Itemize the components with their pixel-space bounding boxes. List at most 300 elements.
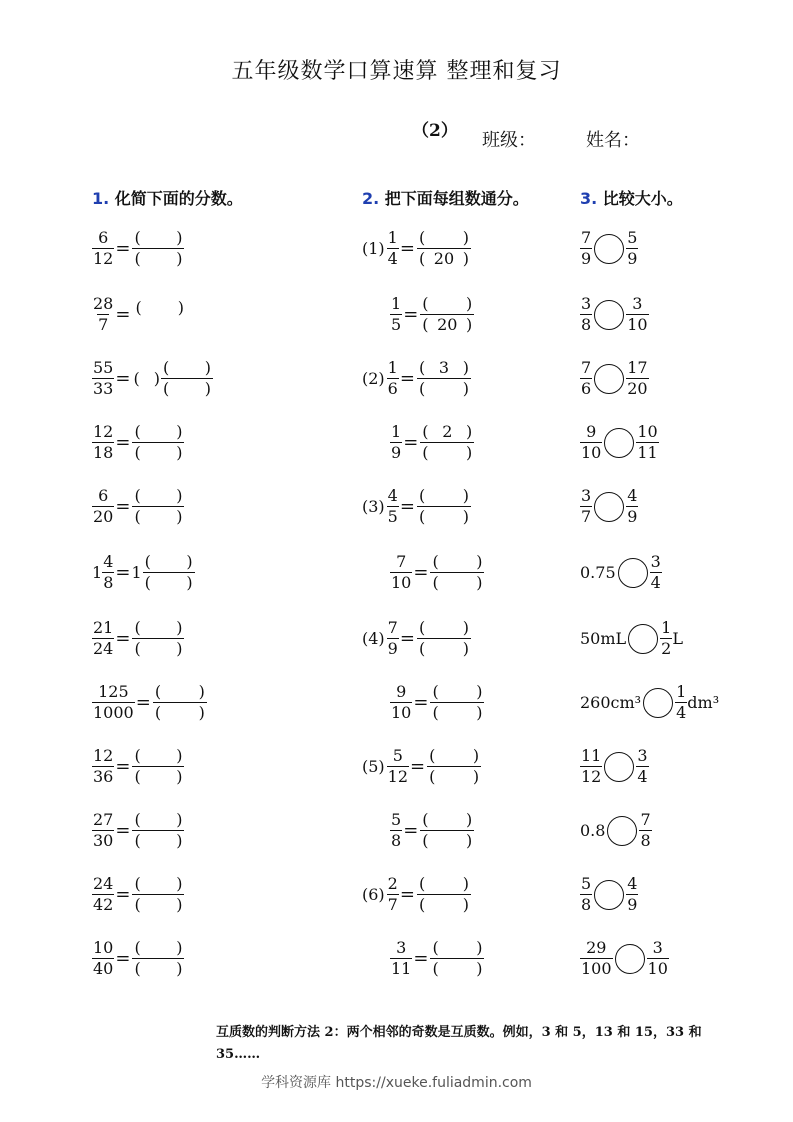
footnote-line-2: 35……	[216, 1047, 261, 1062]
answer-denominator[interactable]	[417, 506, 471, 525]
answer-numerator[interactable]	[132, 620, 184, 638]
given-fraction	[92, 360, 114, 397]
answer-denominator[interactable]	[417, 894, 471, 913]
given-fraction	[390, 812, 402, 849]
denominator: 12	[387, 767, 409, 786]
denominator: 8	[103, 573, 114, 592]
answer-numerator[interactable]	[420, 296, 474, 314]
simplify-item	[92, 620, 184, 657]
numerator: 4	[627, 874, 638, 893]
given-numerator: 3	[438, 358, 450, 377]
paren-left: (	[134, 228, 141, 247]
numerator: 7	[396, 552, 407, 571]
numerator: 6	[98, 228, 109, 247]
paren-right: )	[198, 703, 205, 722]
denominator: 10	[391, 573, 412, 592]
denominator: 12	[581, 767, 602, 786]
answer-blank[interactable]	[417, 230, 471, 267]
paren-left: (	[134, 810, 141, 829]
compare-item	[580, 488, 638, 525]
denominator: 9	[627, 895, 638, 914]
answer-denominator[interactable]	[420, 830, 474, 849]
denominator: 8	[581, 895, 592, 914]
answer-blank[interactable]	[161, 360, 213, 397]
numerator: 5	[391, 810, 402, 829]
denominator: 10	[627, 315, 648, 334]
simplify-item	[92, 230, 184, 267]
paren-right: )	[466, 831, 473, 850]
equals-sign: =	[115, 883, 131, 905]
answer-numerator[interactable]	[132, 940, 184, 958]
numerator: 4	[103, 552, 114, 571]
paren-left: (	[134, 486, 141, 505]
denominator: 20	[93, 507, 114, 526]
common-denominator-item	[362, 360, 471, 397]
denominator: 20	[627, 379, 648, 398]
given-fraction	[92, 230, 114, 267]
paren-right: )	[176, 443, 183, 462]
answer-numerator[interactable]	[417, 620, 471, 638]
paren-right: )	[466, 294, 473, 313]
right-fraction	[647, 940, 669, 977]
numerator: 10	[93, 938, 114, 957]
answer-numerator[interactable]	[161, 360, 213, 378]
equals-sign: =	[410, 755, 426, 777]
compare-circle[interactable]	[594, 492, 624, 522]
equals-sign: =	[399, 627, 415, 649]
numerator: 12	[93, 746, 114, 765]
answer-numerator[interactable]	[417, 488, 471, 506]
common-denominator-item	[390, 554, 484, 591]
answer-denominator[interactable]	[132, 958, 184, 977]
paren-left: (	[418, 486, 426, 505]
left-fraction	[580, 748, 602, 785]
denominator: 2	[661, 639, 672, 658]
numerator: 55	[93, 358, 114, 377]
numerator: 7	[581, 228, 592, 247]
compare-circle[interactable]	[594, 300, 624, 330]
compare-circle[interactable]	[615, 944, 645, 974]
paren-right: )	[177, 297, 184, 317]
numerator: 1	[661, 618, 672, 637]
equals-sign: =	[115, 819, 131, 841]
compare-item	[580, 684, 719, 721]
denominator: 7	[387, 895, 398, 914]
answer-denominator[interactable]	[161, 378, 213, 397]
numerator: 9	[396, 682, 407, 701]
answer-denominator[interactable]	[430, 958, 484, 977]
answer-blank[interactable]	[420, 296, 474, 333]
compare-item	[580, 554, 662, 591]
paren-right: )	[176, 895, 183, 914]
numerator: 3	[396, 938, 407, 957]
right-fraction	[626, 296, 648, 333]
compare-circle[interactable]	[604, 428, 634, 458]
paren-right: )	[153, 368, 160, 388]
denominator: 11	[637, 443, 658, 462]
compare-item	[580, 296, 649, 333]
numerator: 5	[392, 746, 403, 765]
paren-left: (	[134, 443, 141, 462]
compare-circle[interactable]	[604, 752, 634, 782]
name-label: 姓名：	[586, 130, 640, 151]
answer-numerator[interactable]	[427, 748, 481, 766]
answer-numerator[interactable]	[420, 812, 474, 830]
given-numerator: 2	[442, 422, 453, 441]
left-fraction	[580, 230, 592, 267]
answer-blank[interactable]	[417, 488, 471, 525]
equals-sign: =	[135, 691, 151, 713]
answer-denominator[interactable]	[132, 830, 184, 849]
answer-parentheses[interactable]	[135, 297, 184, 317]
denominator: 9	[627, 249, 638, 268]
answer-blank[interactable]	[430, 684, 484, 721]
source-watermark: 学科资源库 https://xueke.fuliadmin.com	[261, 1075, 532, 1091]
numerator: 21	[93, 618, 114, 637]
right-fraction	[636, 424, 658, 461]
simplify-item	[92, 360, 213, 397]
compare-circle[interactable]	[594, 364, 624, 394]
paren-left: (	[432, 938, 439, 957]
numerator: 17	[627, 358, 648, 377]
group-label: (1)	[362, 238, 385, 258]
denominator: 4	[650, 573, 661, 592]
denominator: 9	[581, 249, 592, 268]
answer-denominator[interactable]	[143, 572, 195, 591]
paren-right: )	[176, 507, 183, 526]
answer-numerator[interactable]	[417, 876, 471, 894]
answer-blank[interactable]	[132, 620, 184, 657]
right-fraction	[660, 620, 672, 657]
simplify-item	[92, 554, 195, 591]
section-2-heading	[362, 186, 529, 209]
paren-left: (	[418, 249, 426, 268]
common-denominator-item	[362, 620, 471, 657]
equals-sign: =	[115, 947, 131, 969]
denominator: 24	[93, 639, 114, 658]
paren-right: )	[466, 443, 473, 462]
paren-right: )	[176, 618, 183, 637]
denominator: 8	[391, 831, 402, 850]
answer-numerator[interactable]	[132, 748, 184, 766]
answer-denominator[interactable]	[420, 442, 474, 461]
given-fraction	[387, 748, 409, 785]
common-denominator-item	[362, 748, 481, 785]
paren-right: )	[462, 874, 469, 893]
paren-right: )	[176, 228, 183, 247]
answer-blank[interactable]	[132, 488, 184, 525]
denominator: 9	[627, 507, 638, 526]
paren-right: )	[476, 552, 483, 571]
paren-left: (	[418, 358, 426, 377]
footnote-line-1: 互质数的判断方法 2：两个相邻的奇数是互质数。例如，3 和 5，13 和 15，33 和	[216, 1025, 702, 1040]
numerator: 12	[93, 422, 114, 441]
paren-left: (	[134, 746, 141, 765]
paren-right: )	[466, 315, 473, 334]
paren-left: (	[134, 874, 141, 893]
equals-sign: =	[115, 431, 131, 453]
numerator: 3	[632, 294, 643, 313]
answer-denominator[interactable]	[427, 766, 481, 785]
equals-sign: =	[403, 303, 419, 325]
paren-right: )	[176, 831, 183, 850]
numerator: 7	[640, 810, 651, 829]
denominator: 7	[98, 315, 109, 334]
denominator: 8	[640, 831, 651, 850]
equals-sign: =	[115, 561, 131, 583]
paren-right: )	[462, 228, 469, 247]
right-fraction	[675, 684, 687, 721]
group-label: (6)	[362, 884, 385, 904]
numerator: 3	[652, 938, 663, 957]
answer-denominator[interactable]	[153, 702, 207, 721]
numerator: 7	[581, 358, 592, 377]
unit-label: dm³	[687, 692, 720, 712]
answer-denominator[interactable]	[132, 766, 184, 785]
compare-item	[580, 620, 683, 657]
left-value: 0.8	[580, 820, 606, 840]
answer-denominator[interactable]	[132, 894, 184, 913]
equals-sign: =	[115, 367, 131, 389]
denominator: 10	[581, 443, 602, 462]
answer-blank[interactable]	[420, 812, 474, 849]
answer-denominator[interactable]	[417, 378, 471, 397]
right-fraction	[636, 748, 648, 785]
denominator: 4	[637, 767, 648, 786]
answer-numerator[interactable]	[430, 554, 484, 572]
equals-sign: =	[403, 819, 419, 841]
answer-numerator[interactable]	[430, 940, 484, 958]
paren-right: )	[476, 703, 483, 722]
section-3-heading	[580, 186, 683, 209]
paren-right: )	[472, 767, 480, 786]
answer-numerator[interactable]	[132, 876, 184, 894]
right-fraction	[650, 554, 662, 591]
denominator: 4	[676, 703, 687, 722]
numerator: 6	[98, 486, 109, 505]
paren-left: (	[422, 443, 429, 462]
denominator: 9	[387, 639, 398, 658]
paren-right: )	[176, 746, 183, 765]
given-fraction	[390, 554, 412, 591]
answer-denominator[interactable]	[132, 638, 184, 657]
common-denominator-item	[390, 296, 474, 333]
paren-right: )	[176, 249, 183, 268]
common-denominator-item	[390, 424, 474, 461]
answer-numerator[interactable]	[420, 424, 474, 442]
paren-left: (	[154, 682, 162, 701]
paren-left: (	[429, 767, 436, 786]
given-fraction	[92, 296, 114, 333]
numerator: 5	[581, 874, 592, 893]
given-fraction	[92, 424, 114, 461]
paren-right: )	[462, 358, 469, 377]
answer-blank[interactable]	[417, 360, 471, 397]
equals-sign: =	[413, 691, 429, 713]
section-2-text: 把下面每组数通分。	[384, 189, 529, 208]
denominator: 10	[647, 959, 668, 978]
paren-left: (	[134, 618, 141, 637]
answer-numerator[interactable]	[143, 554, 195, 572]
paren-left: (	[135, 297, 142, 317]
compare-item	[580, 940, 669, 977]
denominator: 9	[391, 443, 402, 462]
answer-numerator[interactable]	[132, 424, 184, 442]
whole-number: 1	[92, 562, 103, 582]
group-label: (4)	[362, 628, 385, 648]
simplify-item	[92, 748, 184, 785]
answer-denominator[interactable]	[132, 248, 184, 267]
paren-right: )	[462, 618, 469, 637]
answer-numerator[interactable]	[132, 488, 184, 506]
answer-numerator[interactable]	[132, 812, 184, 830]
numerator: 11	[581, 746, 602, 765]
paren-right: )	[476, 573, 483, 592]
answer-numerator[interactable]	[132, 230, 184, 248]
numerator: 1	[387, 358, 398, 377]
paren-right: )	[462, 895, 469, 914]
answer-blank[interactable]	[420, 424, 474, 461]
answer-blank[interactable]	[132, 230, 184, 267]
paren-right: )	[472, 746, 480, 765]
paren-left: (	[162, 379, 170, 398]
common-denominator-item	[390, 812, 474, 849]
answer-blank[interactable]	[132, 748, 184, 785]
equals-sign: =	[399, 495, 415, 517]
compare-circle[interactable]	[594, 880, 624, 910]
denominator: 5	[391, 315, 402, 334]
numerator: 7	[387, 618, 398, 637]
paren-right: )	[204, 379, 211, 398]
right-fraction	[626, 876, 638, 913]
numerator: 1	[676, 682, 687, 701]
answer-blank[interactable]	[132, 876, 184, 913]
answer-denominator[interactable]	[430, 572, 484, 591]
paren-left: (	[134, 895, 141, 914]
paren-left: (	[432, 959, 439, 978]
paren-left: (	[422, 315, 429, 334]
answer-blank[interactable]	[143, 554, 195, 591]
equals-sign: =	[115, 755, 131, 777]
paren-right: )	[462, 639, 469, 658]
answer-blank[interactable]	[132, 940, 184, 977]
paren-left: (	[134, 507, 141, 526]
compare-circle[interactable]	[607, 816, 637, 846]
numerator: 1	[391, 294, 402, 313]
paren-left: (	[134, 767, 141, 786]
section-3-number: 3.	[580, 189, 598, 208]
numerator: 5	[627, 228, 638, 247]
answer-denominator[interactable]	[132, 506, 184, 525]
paren-right: )	[176, 959, 183, 978]
answer-denominator[interactable]	[417, 638, 471, 657]
compare-circle[interactable]	[628, 624, 658, 654]
class-label: 班级：	[482, 130, 536, 151]
paren-left: (	[134, 938, 141, 957]
paren-left: (	[418, 618, 426, 637]
simplify-item	[92, 684, 207, 721]
common-denominator-item	[390, 684, 484, 721]
equals-sign: =	[115, 303, 131, 325]
equals-sign: =	[115, 495, 131, 517]
given-fraction	[92, 876, 114, 913]
simplify-item	[92, 940, 184, 977]
paren-left: (	[418, 639, 426, 658]
equals-sign: =	[403, 431, 419, 453]
paren-left: (	[418, 228, 426, 247]
paren-left: (	[432, 703, 439, 722]
denominator: 10	[391, 703, 412, 722]
compare-item	[580, 424, 659, 461]
answer-blank[interactable]	[132, 812, 184, 849]
given-fraction	[390, 296, 402, 333]
right-fraction	[626, 230, 638, 267]
denominator: 8	[581, 315, 592, 334]
compare-circle[interactable]	[643, 688, 673, 718]
denominator: 11	[391, 959, 412, 978]
given-fraction	[390, 424, 402, 461]
answer-denominator[interactable]	[420, 314, 474, 333]
left-fraction	[580, 940, 613, 977]
answer-blank[interactable]	[417, 876, 471, 913]
paren-right: )	[462, 486, 469, 505]
answer-numerator[interactable]	[417, 230, 471, 248]
answer-denominator[interactable]	[132, 442, 184, 461]
answer-blank[interactable]	[430, 940, 484, 977]
section-1-text: 化简下面的分数。	[114, 189, 243, 208]
paren-right: )	[176, 767, 183, 786]
common-denominator-item	[362, 876, 471, 913]
right-fraction	[626, 360, 648, 397]
left-fraction	[580, 360, 592, 397]
paren-right: )	[204, 358, 211, 377]
numerator: 125	[98, 682, 129, 701]
paren-right: )	[176, 938, 183, 957]
compare-item	[580, 748, 649, 785]
numerator: 3	[650, 552, 661, 571]
equals-sign: =	[399, 237, 415, 259]
compare-circle[interactable]	[594, 234, 624, 264]
answer-numerator[interactable]	[417, 360, 471, 378]
paren-left: (	[133, 368, 140, 388]
compare-item	[580, 876, 638, 913]
answer-blank[interactable]	[153, 684, 207, 721]
paren-left: (	[418, 507, 426, 526]
answer-numerator[interactable]	[430, 684, 484, 702]
paren-left: (	[134, 422, 141, 441]
whole-part-parentheses[interactable]	[133, 368, 160, 388]
simplify-item	[92, 296, 184, 333]
answer-denominator[interactable]	[430, 702, 484, 721]
numerator: 2	[387, 874, 398, 893]
answer-blank[interactable]	[427, 748, 481, 785]
group-label: (3)	[362, 496, 385, 516]
numerator: 29	[586, 938, 607, 957]
numerator: 3	[637, 746, 648, 765]
answer-numerator[interactable]	[153, 684, 207, 702]
answer-blank[interactable]	[132, 424, 184, 461]
page-title: 五年级数学口算速算 整理和复习	[231, 59, 562, 84]
compare-item	[580, 812, 652, 849]
given-fraction	[387, 360, 399, 397]
answer-blank[interactable]	[417, 620, 471, 657]
answer-denominator[interactable]	[417, 248, 471, 267]
paren-right: )	[462, 379, 469, 398]
compare-circle[interactable]	[618, 558, 648, 588]
equals-sign: =	[399, 367, 415, 389]
left-fraction	[580, 424, 602, 461]
answer-blank[interactable]	[430, 554, 484, 591]
